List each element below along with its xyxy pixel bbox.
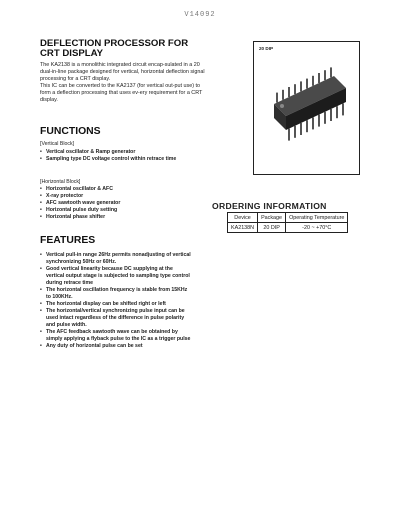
- list-item: • Horizontal phase shifter: [40, 214, 190, 221]
- chip-pin: [336, 106, 338, 118]
- chip-pin: [300, 123, 302, 135]
- chip-pin: [306, 120, 308, 132]
- functions-heading: FUNCTIONS: [40, 126, 101, 137]
- intro-text: [40, 62, 212, 104]
- page-title: DEFLECTION PROCESSOR FOR CRT DISPLAY: [40, 38, 189, 59]
- ordering-info-heading: ORDERING INFORMATION: [212, 201, 327, 211]
- chip-pin: [324, 112, 326, 124]
- chip-pin: [300, 81, 302, 91]
- list-item: • The horizontal display can be shifted right or left: [40, 301, 192, 308]
- chip-notch: [280, 104, 284, 108]
- cell-package: 20 DIP: [258, 223, 286, 233]
- chip-pin: [330, 67, 332, 77]
- list-item: • Good vertical linearity because DC supplying at the vertical output stage is subjected to sampling type control during retrace time: [40, 266, 192, 287]
- chip-pin: [324, 70, 326, 80]
- chip-pin: [342, 103, 344, 115]
- column-header-device: Device: [228, 213, 258, 223]
- intro-paragraph-1: The KA2138 is a monolithic integrated circuit encap-sulated in a 20 dual-in-line package designed for vertical, horizontal deflection signal processing for a CRT display.: [40, 62, 205, 82]
- list-item: • The AFC feedback sawtooth wave can be obtained by simply applying a flyback pulse to the IC as a trigger pulse: [40, 329, 192, 343]
- chip-pin: [294, 126, 296, 138]
- column-header-package: Package: [258, 213, 286, 223]
- cell-temperature: -20 ~ +70°C: [286, 223, 348, 233]
- list-item: • Vertical pull-in range 26Hz permits nonadjusting of vertical synchronizing 50Hz or 60Hz.: [40, 252, 192, 266]
- list-item: • The horizontal oscillation frequency is stable from 15KHz to 100KHz.: [40, 287, 192, 301]
- package-illustration-box: [253, 41, 360, 175]
- list-item: • Vertical oscillator & Ramp generator: [40, 149, 180, 156]
- chip-pin: [312, 76, 314, 86]
- package-label: 20 DIP: [259, 46, 274, 51]
- column-header-temperature: Operating Temperature: [286, 213, 348, 223]
- cell-device: KA2138N: [228, 223, 258, 233]
- intro-paragraph-2: This IC can be converted to the KA2137 (for vertical out-put use) to form a deflection processing that uses ev-ery requirement for a CRT display.: [40, 83, 203, 103]
- list-item: • Sampling type DC voltage control within retrace time: [40, 156, 180, 163]
- chip-pin: [318, 73, 320, 83]
- features-list: [40, 252, 192, 350]
- ordering-table: [227, 212, 348, 233]
- horizontal-functions-list: [40, 186, 190, 221]
- table-header-row: [228, 213, 348, 223]
- features-heading: FEATURES: [40, 235, 96, 246]
- chip-pin: [318, 115, 320, 127]
- chip-pin: [330, 109, 332, 121]
- list-item: • Horizontal pulse duty setting: [40, 207, 190, 214]
- vertical-block-label: [Vertical Block]: [40, 141, 75, 147]
- document-code: V14092: [184, 11, 216, 19]
- chip-pin: [294, 84, 296, 94]
- horizontal-block-label: [Horizontal Block]: [40, 179, 81, 185]
- list-item: • Horizontal oscillator & AFC: [40, 186, 190, 193]
- vertical-functions-list: [40, 149, 180, 163]
- chip-pin: [306, 79, 308, 89]
- dip-chip-image: [254, 42, 361, 176]
- table-row: [228, 223, 348, 233]
- list-item: • AFC sawtooth wave generator: [40, 200, 190, 207]
- chip-pin: [282, 90, 284, 100]
- chip-pin: [276, 93, 278, 103]
- list-item: • X-ray protector: [40, 193, 190, 200]
- list-item: • The horizontal/vertical synchronizing pulse input can be used intact regardless of the difference in pulse polarity and pulse width.: [40, 308, 192, 329]
- chip-pin: [312, 117, 314, 129]
- chip-pin: [288, 87, 290, 97]
- list-item: • Any duty of horizontal pulse can be set: [40, 343, 192, 350]
- chip-pin: [288, 129, 290, 141]
